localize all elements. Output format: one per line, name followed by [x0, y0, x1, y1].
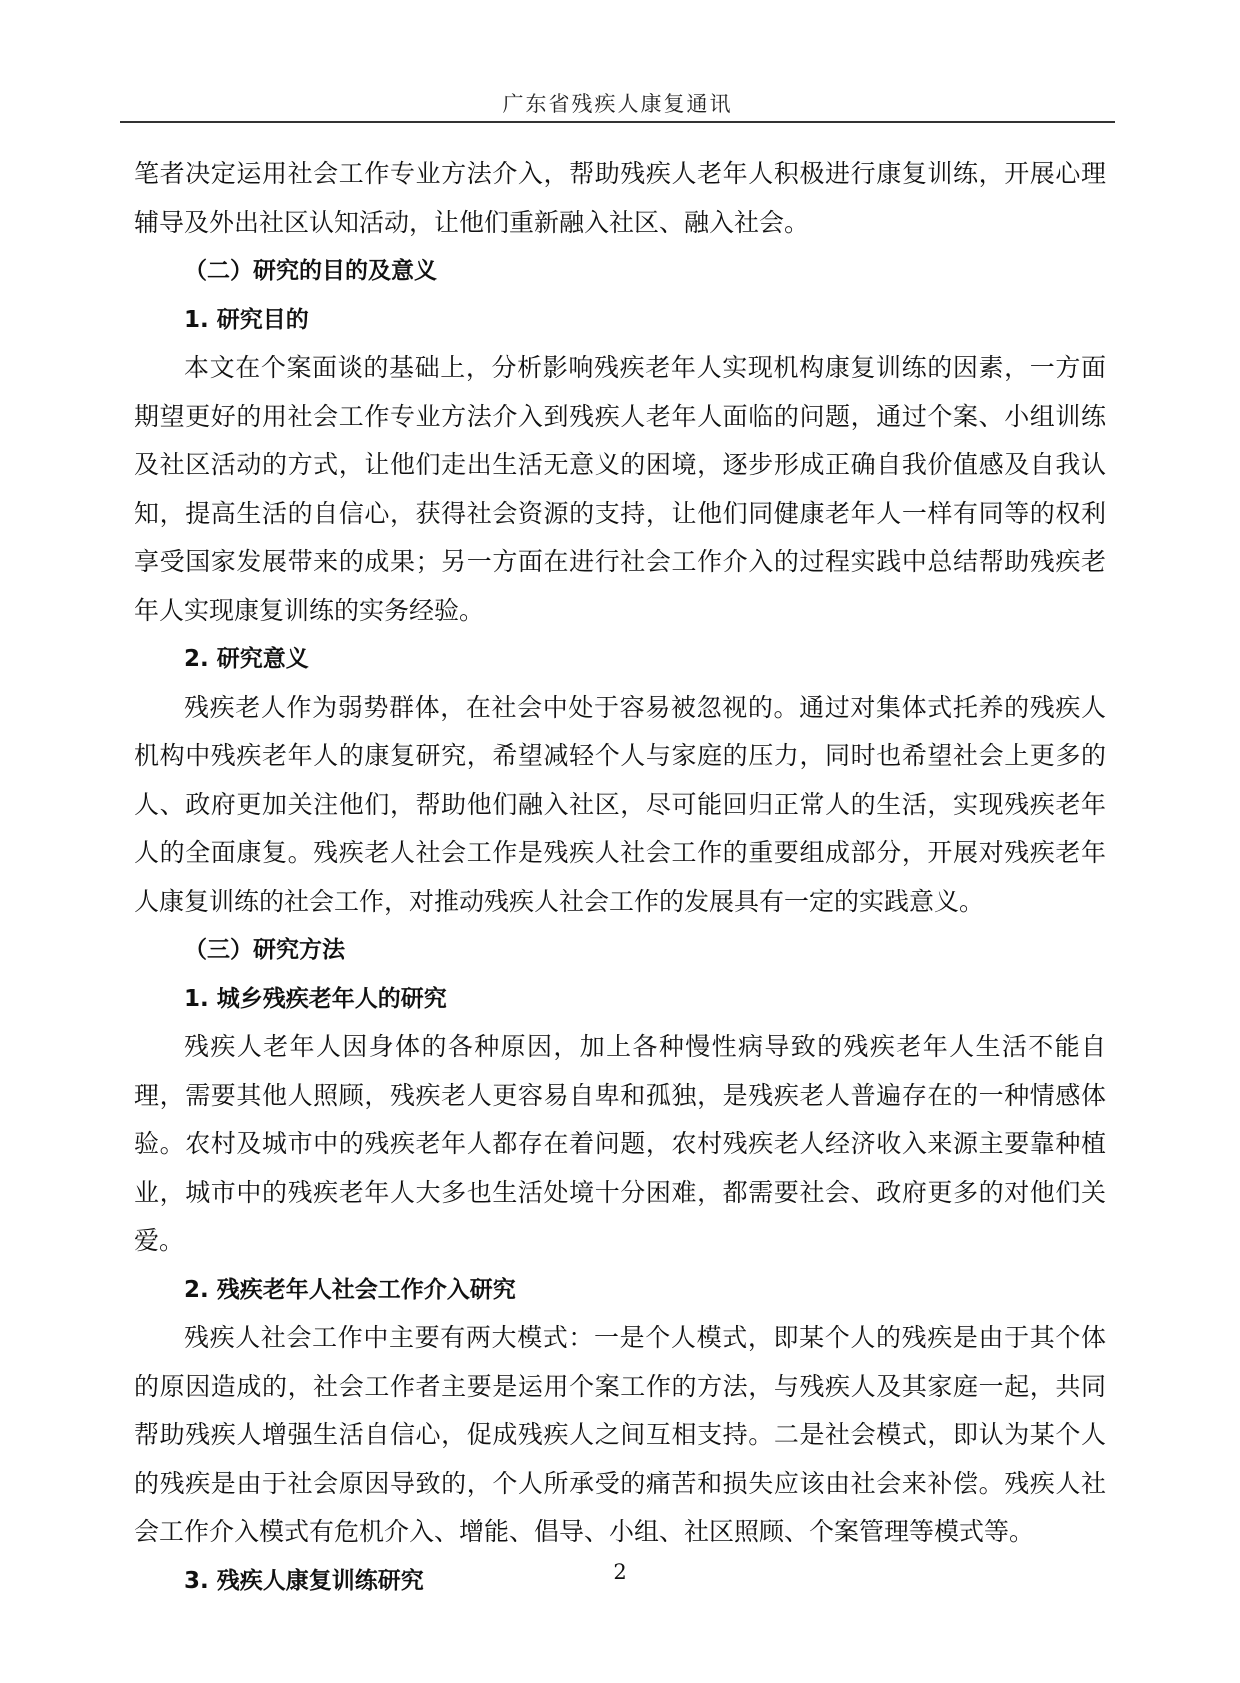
subheading-research-purpose: 1. 研究目的 — [184, 306, 309, 333]
paragraph-social-work-intervention: 残疾人社会工作中主要有两大模式：一是个人模式，即某个人的残疾是由于其个体的原因造成的，社会工作者主要是运用个案工作的方法，与残疾人及其家庭一起，共同帮助残疾人增强生活自信心，促成残疾人之间互相支持。二是社会模式，即认为某个人的残疾是由于社会原因导致的，个人所承受的痛苦和损失应该由社会来补偿。残疾人社会工作介入模式有危机介入、增能、倡导、小组、社区照顾、个案管理等模式等。 — [134, 1323, 1106, 1546]
subheading-rehabilitation-training: 3. 残疾人康复训练研究 — [184, 1567, 424, 1594]
subheading-urban-rural-study: 1. 城乡残疾老年人的研究 — [184, 985, 447, 1012]
subheading-social-work-intervention: 2. 残疾老年人社会工作介入研究 — [184, 1276, 516, 1303]
section-heading-research-methods: （三）研究方法 — [184, 937, 345, 963]
header-divider — [120, 121, 1115, 123]
page-number: 2 — [613, 1560, 627, 1584]
subheading-research-significance: 2. 研究意义 — [184, 646, 309, 672]
page-body — [134, 150, 1106, 1605]
paragraph-research-significance: 残疾老人作为弱势群体，在社会中处于容易被忽视的。通过对集体式托养的残疾人机构中残疾老年人的康复研究，希望减轻个人与家庭的压力，同时也希望社会上更多的人、政府更加关注他们，帮助他们融入社区，尽可能回归正常人的生活，实现残疾老年人的全面康复。残疾老人社会工作是残疾人社会工作的重要组成部分，开展对残疾老年人康复训练的社会工作，对推动残疾人社会工作的发展具有一定的实践意义。 — [134, 692, 1106, 916]
running-header: 广东省残疾人康复通讯 — [502, 92, 733, 116]
paragraph-continuation: 笔者决定运用社会工作专业方法介入，帮助残疾人老年人积极进行康复训练，开展心理辅导及外出社区认知活动，让他们重新融入社区、融入社会。 — [134, 159, 1106, 237]
paragraph-urban-rural-study: 残疾人老年人因身体的各种原因，加上各种慢性病导致的残疾老年人生活不能自理，需要其他人照顾，残疾老人更容易自卑和孤独，是残疾老人普遍存在的一种情感体验。农村及城市中的残疾老年人都存在着问题，农村残疾老人经济收入来源主要靠种植业，城市中的残疾老年人大多也生活处境十分困难，都需要社会、政府更多的对他们关爱。 — [134, 1032, 1106, 1255]
paragraph-research-purpose: 本文在个案面谈的基础上，分析影响残疾老年人实现机构康复训练的因素，一方面期望更好的用社会工作专业方法介入到残疾人老年人面临的问题，通过个案、小组训练及社区活动的方式，让他们走出生活无意义的困境，逐步形成正确自我价值感及自我认知，提高生活的自信心，获得社会资源的支持，让他们同健康老年人一样有同等的权利享受国家发展带来的成果；另一方面在进行社会工作介入的过程实践中总结帮助残疾老年人实现康复训练的实务经验。 — [134, 353, 1106, 625]
section-heading-purpose-significance: （二）研究的目的及意义 — [184, 258, 437, 284]
